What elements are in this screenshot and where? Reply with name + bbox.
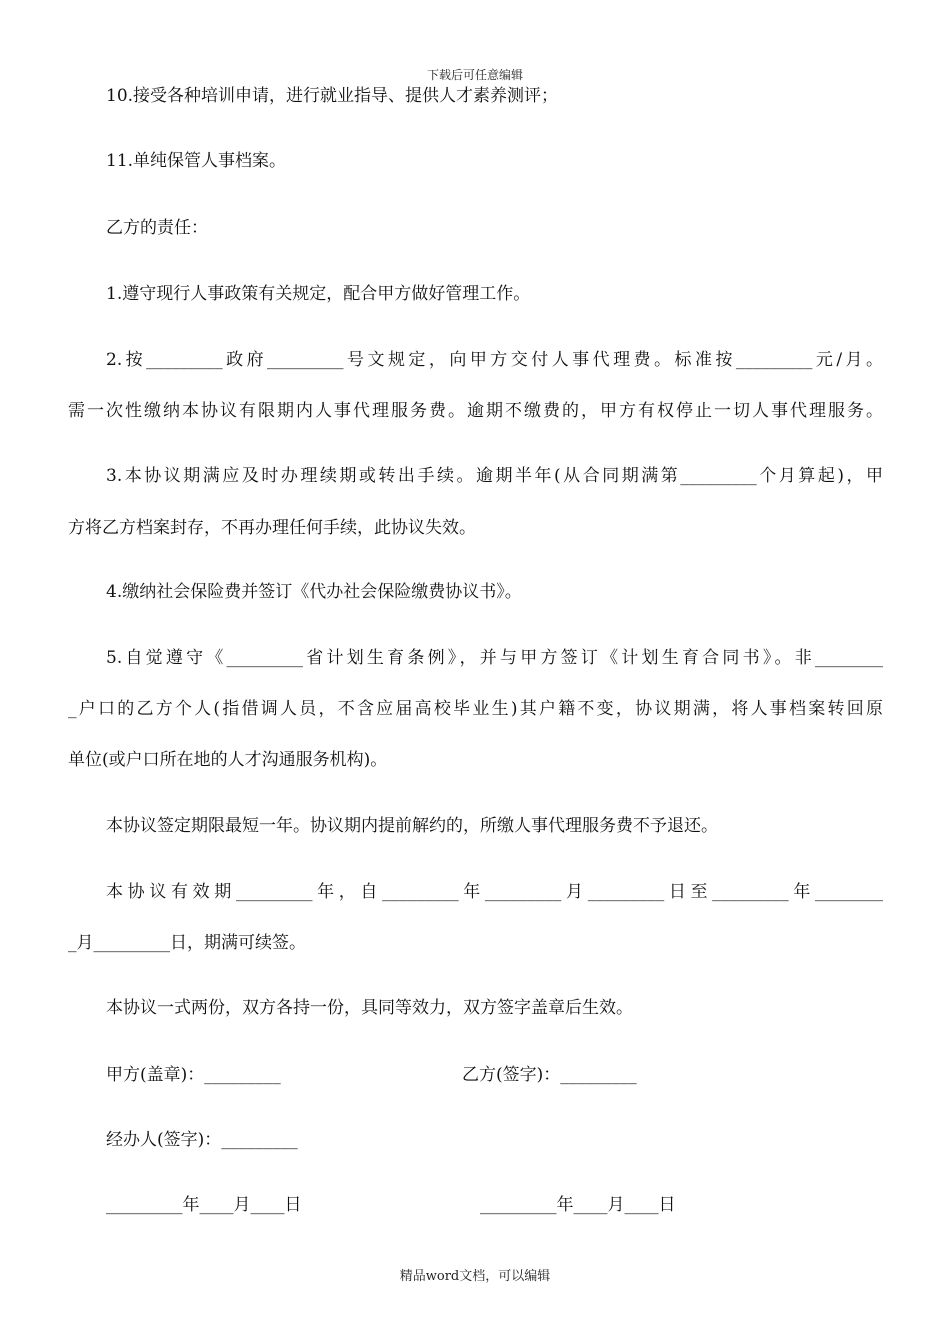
party-a-seal-field: 甲方(盖章)：_________ (106, 1065, 281, 1085)
paragraph-b5-line3: 单位(或户口所在地的人才沟通服务机构)。 (68, 750, 388, 770)
agent-signature-field: 经办人(签字)：_________ (106, 1130, 298, 1150)
paragraph-b2-line2: 需一次性缴纳本协议有限期内人事代理服务费。逾期不缴费的，甲方有权停止一切人事代理服务。 (68, 401, 883, 421)
paragraph-b2-line1: 2.按_________政府_________号文规定，向甲方交付人事代理费。标准按_________元/月。 (106, 350, 883, 370)
paragraph-b4: 4.缴纳社会保险费并签订《代办社会保险缴费协议书》。 (106, 582, 522, 602)
page-footer: 精品word文档，可以编辑 (399, 1269, 551, 1284)
paragraph-item-11: 11.单纯保管人事档案。 (106, 151, 287, 171)
date-field-party-a: _________年____月____日 (106, 1195, 302, 1215)
paragraph-b5-line2: _户口的乙方个人(指借调人员，不含应届高校毕业生)其户籍不变，协议期满，将人事档案转回原 (68, 699, 883, 719)
paragraph-b5-line1: 5.自觉遵守《_________省计划生育条例》，并与甲方签订《计划生育合同书》。非________ (106, 648, 883, 668)
date-field-party-b: _________年____月____日 (480, 1195, 676, 1215)
paragraph-b1: 1.遵守现行人事政策有关规定，配合甲方做好管理工作。 (106, 284, 531, 304)
page-header: 下载后可任意编辑 (426, 68, 523, 82)
party-b-signature-field: 乙方(签字)：_________ (462, 1065, 637, 1085)
paragraph-b3-line1: 3.本协议期满应及时办理续期或转出手续。逾期半年(从合同期满第_________个月算起)，甲 (106, 466, 883, 486)
paragraph-validity-line2: _月_________日，期满可续签。 (68, 933, 306, 953)
paragraph-b3-line2: 方将乙方档案封存，不再办理任何手续，此协议失效。 (68, 518, 476, 538)
paragraph-validity-line1: 本协议有效期_________年，自_________年_________月_________日至_________年________ (106, 882, 883, 902)
section-heading-party-b-duties: 乙方的责任： (106, 218, 208, 238)
paragraph-term-minimum: 本协议签定期限最短一年。协议期内提前解约的，所缴人事代理服务费不予退还。 (106, 816, 718, 836)
paragraph-copies: 本协议一式两份，双方各持一份，具同等效力，双方签字盖章后生效。 (106, 998, 633, 1018)
paragraph-item-10: 10.接受各种培训申请，进行就业指导、提供人才素养测评； (106, 86, 559, 106)
